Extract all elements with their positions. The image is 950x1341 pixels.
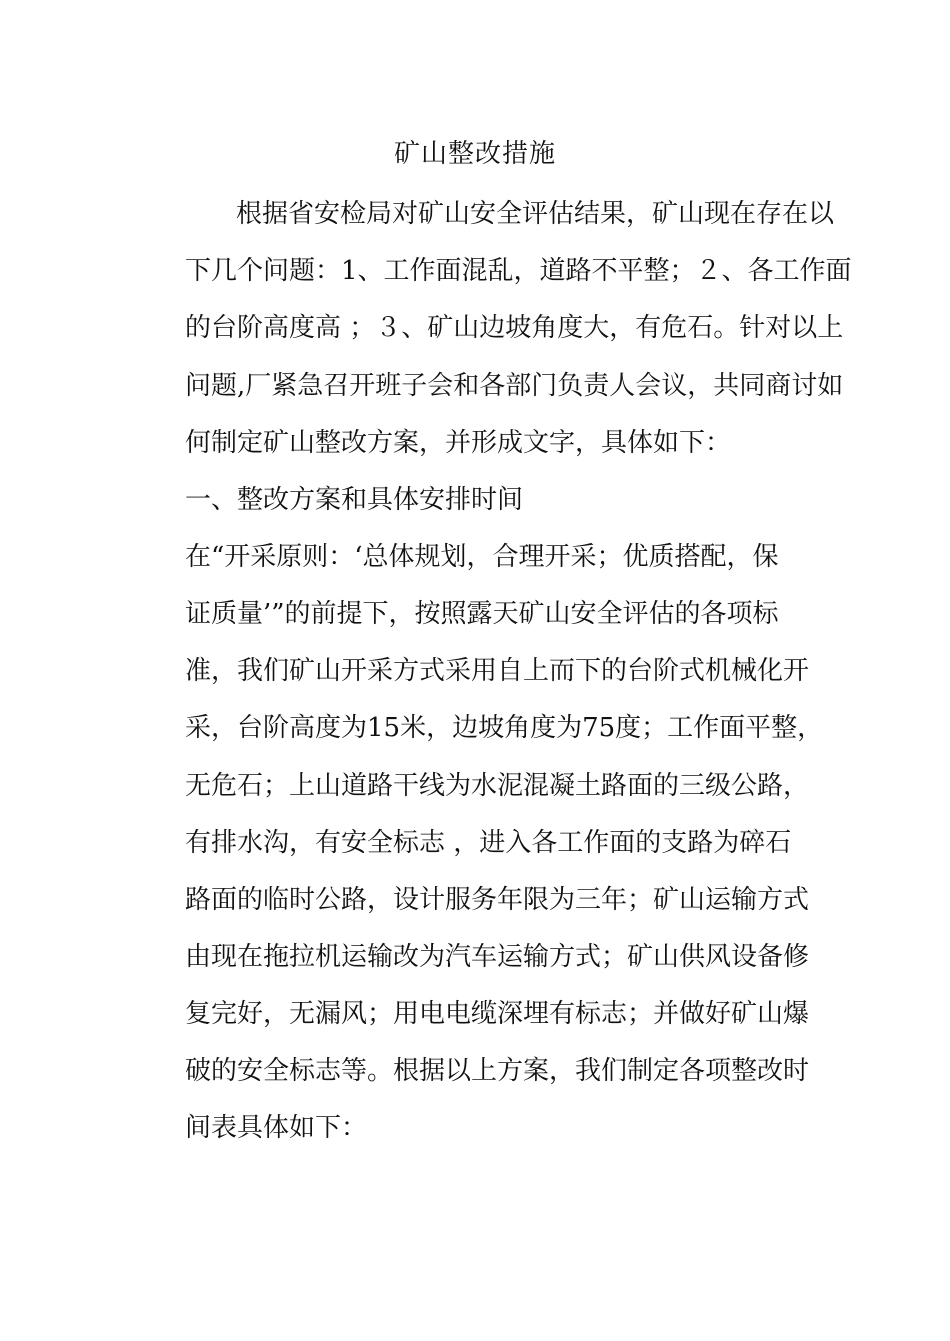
paragraph-line: 采，台阶高度为15米，边坡角度为75度；工作面平整， xyxy=(185,713,824,743)
document-title: 矿山整改措施 xyxy=(393,139,556,169)
paragraph-line: 有排水沟，有安全标志 ，进入各工作面的支路为碎石 xyxy=(185,828,792,858)
paragraph-line: 问题,厂紧急召开班子会和各部门负责人会议，共同商讨如 xyxy=(185,371,844,401)
section-heading: 一、整改方案和具体安排时间 xyxy=(185,485,524,515)
paragraph-line: 证质量’”的前提下，按照露天矿山安全评估的各项标 xyxy=(185,599,779,629)
paragraph-line: 由现在拖拉机运输改为汽车运输方式；矿山供风设备修 xyxy=(185,942,810,972)
paragraph-line: 准，我们矿山开采方式采用自上而下的台阶式机械化开 xyxy=(185,656,810,686)
paragraph-line: 下几个问题：1、工作面混乱，道路不平整；２、各工作面 xyxy=(185,256,852,286)
paragraph-line: 根据省安检局对矿山安全评估结果，矿山现在存在以 xyxy=(236,199,835,229)
paragraph-line: 无危石；上山道路干线为水泥混凝土路面的三级公路， xyxy=(185,771,810,801)
paragraph-line: 破的安全标志等。根据以上方案，我们制定各项整改时 xyxy=(185,1056,810,1086)
paragraph-line: 间表具体如下： xyxy=(185,1113,368,1143)
paragraph-line: 在“开采原则：‘总体规划，合理开采；优质搭配，保 xyxy=(185,542,779,572)
paragraph-line: 的台阶高度高 ；３、矿山边坡角度大，有危石。针对以上 xyxy=(185,313,844,343)
paragraph-line: 路面的临时公路，设计服务年限为三年；矿山运输方式 xyxy=(185,885,810,915)
paragraph-line: 何制定矿山整改方案，并形成文字，具体如下： xyxy=(185,428,732,458)
paragraph-line: 复完好，无漏风；用电电缆深埋有标志；并做好矿山爆 xyxy=(185,999,810,1029)
